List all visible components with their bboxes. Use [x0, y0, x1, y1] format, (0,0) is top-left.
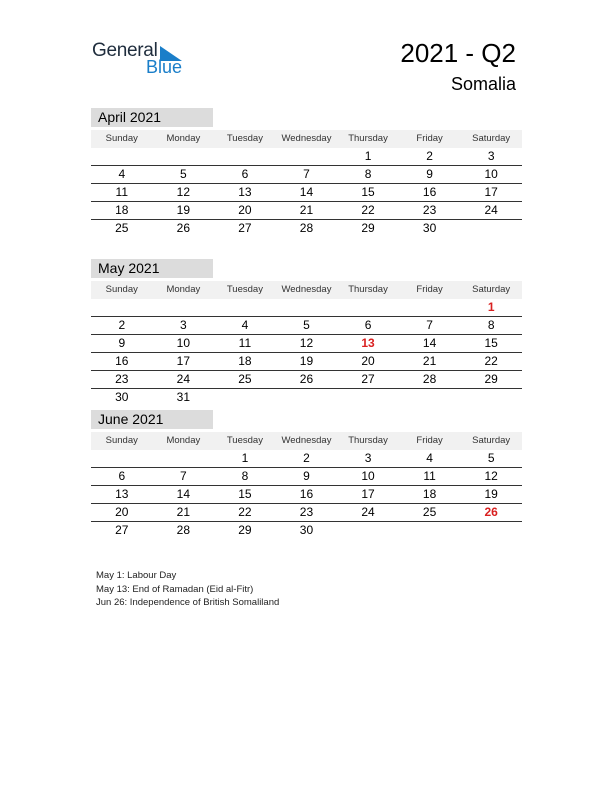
- day-cell: [337, 389, 399, 406]
- day-cell: 1: [241, 451, 249, 465]
- weekday-header-row: [91, 432, 522, 450]
- day-cell: 30: [422, 221, 437, 235]
- weekday-label: Wednesday: [281, 133, 332, 144]
- week-rows: [91, 148, 522, 237]
- day-cell: 10: [484, 167, 498, 181]
- weekday-label: Sunday: [105, 284, 138, 295]
- weekday-label: Saturday: [472, 284, 511, 295]
- week-row: [91, 468, 522, 486]
- day-cell: [337, 522, 399, 539]
- weekday-header-row: [91, 281, 522, 299]
- week-row: [91, 299, 522, 317]
- country-name: Somalia: [450, 74, 516, 94]
- day-cell: [153, 299, 215, 316]
- day-cell: 26: [299, 372, 314, 386]
- day-cell: 18: [115, 203, 129, 217]
- day-cell: [460, 522, 522, 539]
- day-cell: [214, 148, 276, 165]
- day-cell: 19: [176, 203, 191, 217]
- day-cell: 16: [115, 354, 129, 368]
- day-cell: 20: [238, 203, 252, 217]
- day-cell: 29: [238, 523, 252, 537]
- week-row: [91, 486, 522, 504]
- week-row: [91, 353, 522, 371]
- month-june: [91, 410, 522, 539]
- month-title: May 2021: [91, 259, 213, 278]
- day-cell: 15: [361, 185, 375, 199]
- day-cell: 23: [422, 203, 437, 217]
- month-april: [91, 108, 522, 237]
- day-cell: 4: [118, 167, 126, 181]
- holiday-note: Jun 26: Independence of British Somaliland: [96, 597, 280, 608]
- day-cell: [399, 389, 461, 406]
- day-cell: 18: [422, 487, 437, 501]
- day-cell: 10: [361, 469, 375, 483]
- day-cell: 7: [303, 167, 310, 181]
- day-cell: 12: [484, 469, 498, 483]
- day-cell: 17: [176, 354, 191, 368]
- day-cell: 3: [364, 451, 372, 465]
- holiday-note: May 13: End of Ramadan (Eid al-Fitr): [96, 583, 254, 595]
- day-cell: 23: [299, 505, 314, 519]
- day-cell: 17: [484, 185, 498, 199]
- day-cell: 13: [115, 487, 129, 501]
- day-cell: 14: [176, 487, 191, 501]
- day-cell: [460, 389, 522, 406]
- day-cell: 5: [303, 318, 310, 332]
- day-cell: 8: [364, 167, 372, 181]
- week-row: [91, 202, 522, 220]
- day-cell: [399, 299, 461, 316]
- month-title: April 2021: [91, 108, 213, 127]
- day-cell: 11: [238, 336, 252, 350]
- weekday-label: Sunday: [105, 133, 138, 144]
- day-cell: 24: [484, 203, 498, 217]
- weekday-label: Tuesday: [226, 133, 263, 144]
- day-cell: 6: [118, 469, 126, 483]
- day-cell: 24: [361, 505, 375, 519]
- weekday-label: Saturday: [472, 435, 511, 446]
- day-cell: 11: [115, 185, 129, 199]
- week-row: [91, 335, 522, 353]
- day-cell: [214, 299, 276, 316]
- day-cell: 14: [422, 336, 437, 350]
- weekday-label: Monday: [166, 435, 201, 446]
- day-cell: 13: [238, 185, 252, 199]
- day-cell: 9: [118, 336, 126, 350]
- day-cell: 22: [484, 354, 498, 368]
- day-cell: 9: [303, 469, 310, 483]
- day-cell: 12: [299, 336, 314, 350]
- day-cell: 7: [426, 318, 433, 332]
- day-cell: 25: [422, 505, 437, 519]
- day-cell: 19: [299, 354, 314, 368]
- day-cell: [91, 299, 153, 316]
- day-cell: 4: [241, 318, 249, 332]
- weekday-label: Friday: [416, 435, 443, 446]
- page-title: 2021 - Q2: [400, 38, 516, 68]
- day-cell: 8: [487, 318, 495, 332]
- week-row: [91, 504, 522, 522]
- day-cell: 6: [241, 167, 249, 181]
- day-cell: 10: [176, 336, 191, 350]
- day-cell: 16: [422, 185, 437, 199]
- day-cell: 17: [361, 487, 375, 501]
- day-cell: 25: [115, 221, 129, 235]
- day-cell: [276, 299, 338, 316]
- day-cell: 15: [238, 487, 252, 501]
- day-cell: [276, 389, 338, 406]
- day-cell: [153, 450, 215, 467]
- week-row: [91, 371, 522, 389]
- day-cell: 30: [299, 523, 314, 537]
- day-cell: [276, 148, 338, 165]
- day-cell: 16: [299, 487, 314, 501]
- day-cell: [214, 389, 276, 406]
- day-cell: 1: [364, 149, 372, 163]
- week-rows: [91, 450, 522, 539]
- day-cell: 29: [361, 221, 375, 235]
- day-cell: 28: [422, 372, 437, 386]
- day-cell: 2: [303, 451, 310, 465]
- day-cell: 25: [238, 372, 252, 386]
- day-cell: 21: [299, 203, 314, 217]
- weekday-label: Thursday: [348, 435, 388, 446]
- day-cell: 5: [487, 451, 495, 465]
- day-cell: 3: [487, 149, 495, 163]
- week-rows: [91, 299, 522, 406]
- weekday-label: Wednesday: [281, 435, 332, 446]
- day-cell: 7: [180, 469, 187, 483]
- holiday-notes: [96, 569, 279, 610]
- day-cell: 19: [484, 487, 498, 501]
- day-cell: [91, 450, 153, 467]
- day-cell: 27: [115, 523, 129, 537]
- weekday-label: Thursday: [348, 284, 388, 295]
- day-cell: 21: [422, 354, 437, 368]
- day-cell: 18: [238, 354, 252, 368]
- logo-blue-text: Blue: [146, 57, 183, 77]
- weekday-label: Tuesday: [226, 435, 263, 446]
- holiday-note: May 1: Labour Day: [96, 570, 177, 581]
- day-cell: 21: [176, 505, 191, 519]
- day-cell: 15: [484, 336, 498, 350]
- day-cell: 22: [361, 203, 375, 217]
- day-cell: [337, 299, 399, 316]
- day-cell: 28: [299, 221, 314, 235]
- weekday-label: Thursday: [348, 133, 388, 144]
- day-cell: 9: [426, 167, 433, 181]
- weekday-label: Monday: [166, 133, 201, 144]
- day-cell: 8: [241, 469, 249, 483]
- week-row: [91, 220, 522, 237]
- day-cell: 2: [118, 318, 126, 332]
- week-row: [91, 166, 522, 184]
- weekday-label: Friday: [416, 133, 443, 144]
- day-cell: [460, 220, 522, 237]
- generalblue-logo: [92, 40, 192, 80]
- week-row: [91, 389, 522, 406]
- day-cell: 26: [176, 221, 191, 235]
- week-row: [91, 450, 522, 468]
- weekday-label: Wednesday: [281, 284, 332, 295]
- day-cell: 20: [115, 505, 129, 519]
- holiday-day-cell: 26: [484, 505, 498, 519]
- month-may: [91, 259, 522, 406]
- day-cell: 29: [484, 372, 498, 386]
- weekday-label: Sunday: [105, 435, 138, 446]
- day-cell: 27: [361, 372, 375, 386]
- day-cell: 28: [176, 523, 191, 537]
- weekday-label: Monday: [166, 284, 201, 295]
- week-row: [91, 148, 522, 166]
- holiday-day-cell: 13: [361, 336, 375, 350]
- weekday-header-row: [91, 130, 522, 148]
- day-cell: 31: [176, 390, 191, 404]
- day-cell: 6: [364, 318, 372, 332]
- day-cell: 11: [423, 469, 436, 483]
- week-row: [91, 184, 522, 202]
- day-cell: 5: [180, 167, 187, 181]
- weekday-label: Friday: [416, 284, 443, 295]
- day-cell: 30: [115, 390, 129, 404]
- day-cell: 24: [176, 372, 191, 386]
- weekday-label: Tuesday: [226, 284, 263, 295]
- day-cell: 20: [361, 354, 375, 368]
- day-cell: [153, 148, 215, 165]
- day-cell: 3: [180, 318, 187, 332]
- month-title: June 2021: [91, 410, 213, 429]
- week-row: [91, 522, 522, 539]
- weekday-label: Saturday: [472, 133, 511, 144]
- day-cell: 22: [238, 505, 252, 519]
- week-row: [91, 317, 522, 335]
- day-cell: [91, 148, 153, 165]
- logo-general-text: General: [92, 40, 158, 61]
- day-cell: 12: [176, 185, 191, 199]
- holiday-day-cell: 1: [487, 300, 495, 314]
- day-cell: 23: [115, 372, 129, 386]
- day-cell: [399, 522, 461, 539]
- day-cell: 2: [426, 149, 433, 163]
- day-cell: 27: [238, 221, 252, 235]
- day-cell: 4: [426, 451, 433, 465]
- day-cell: 14: [299, 185, 314, 199]
